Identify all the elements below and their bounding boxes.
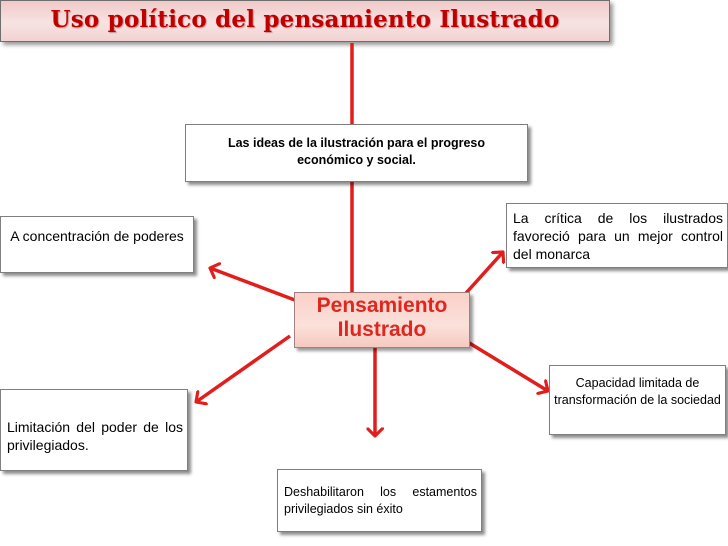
center-node-line2: Ilustrado [337,318,427,341]
node-critica-ilustrados: La crítica de los ilustrados favoreció para un mejor control del monarca [506,203,728,268]
center-node-pensamiento-ilustrado [294,292,470,348]
arrow-to-left-lower [196,336,290,402]
node-capacidad-limitada: Capacidad limitada de transformación de la sociedad [549,365,726,435]
arrow-to-right-lower [466,341,548,391]
center-node-line1: Pensamiento [316,294,448,317]
node-limitacion-poder: Limitación del poder de los privilegiados. [0,389,188,471]
diagram-title: Uso político del pensamiento Ilustrado [50,6,560,33]
node-ideas-ilustracion [185,124,528,182]
arrow-to-left-upper [210,268,300,302]
node-deshabilitaron-estamentos: Deshabilitaron los estamentos privilegiados sin éxito [277,469,482,532]
node-concentracion-poderes: A concentración de poderes [0,216,194,273]
node-ideas-line1: Las ideas de la ilustración para el progreso [227,136,486,150]
node-ideas-line2: económico y social. [297,153,416,167]
